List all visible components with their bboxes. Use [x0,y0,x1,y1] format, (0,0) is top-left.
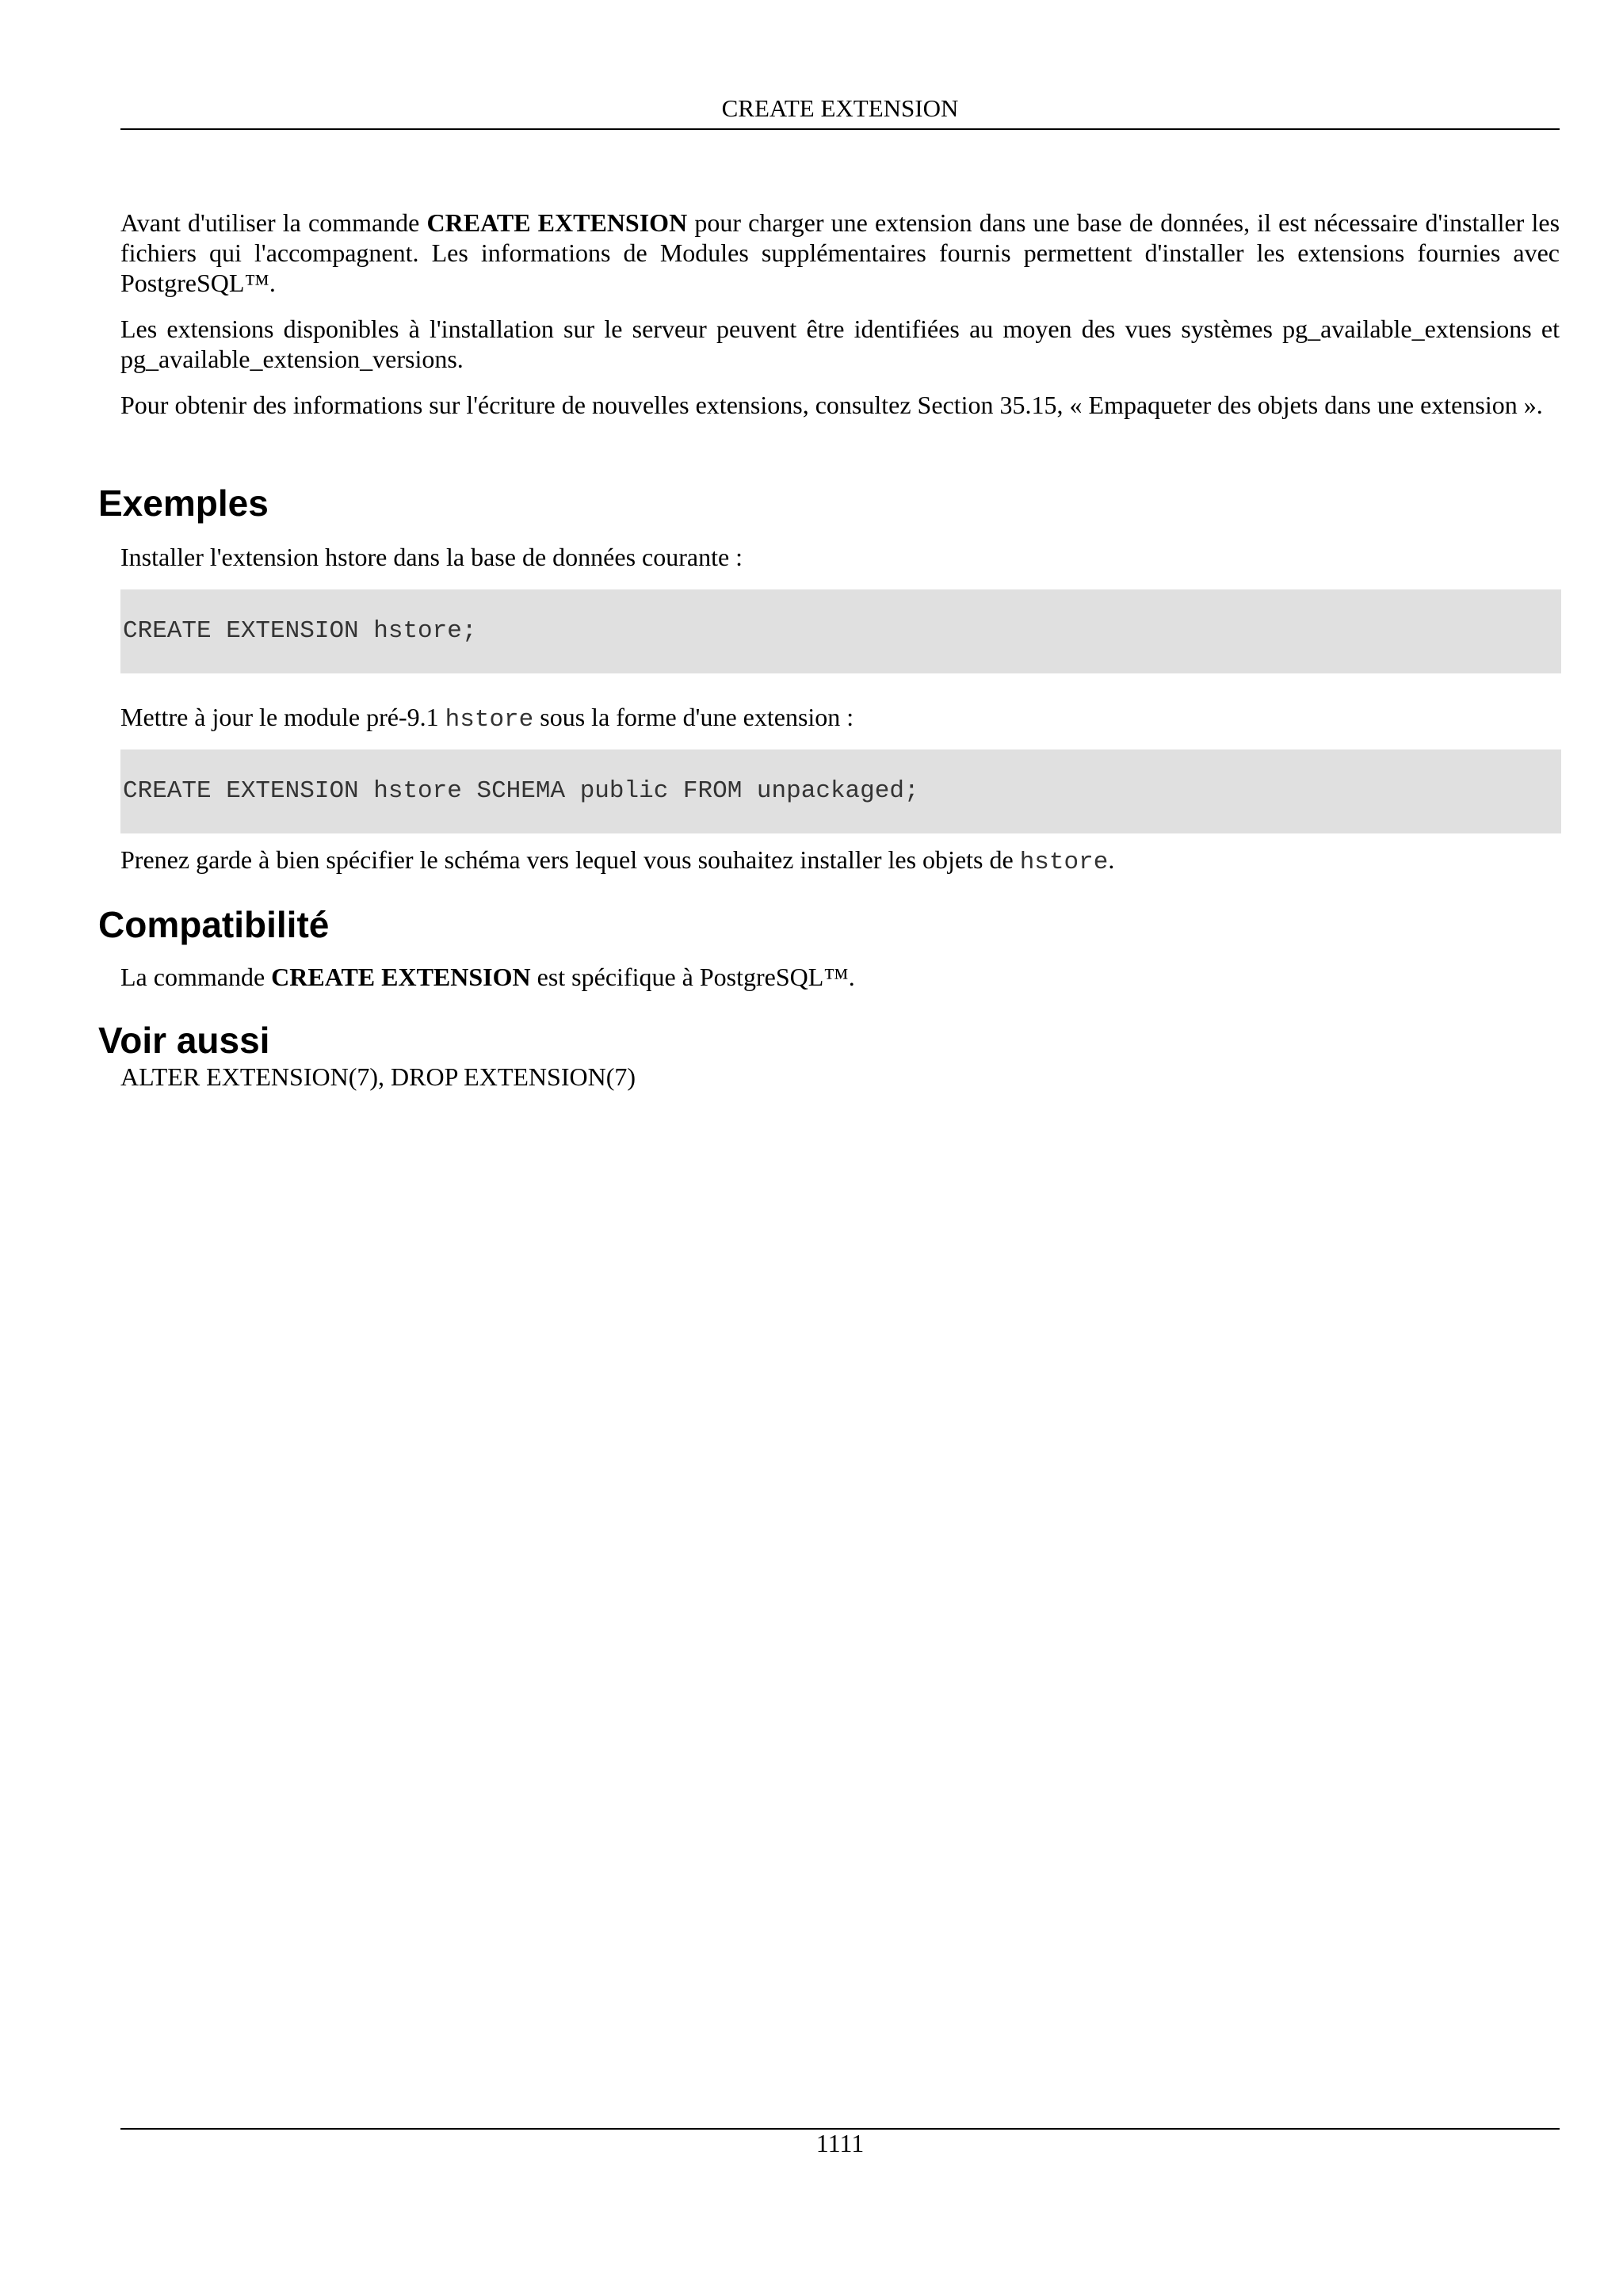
example-2-text-b: sous la forme d'une extension : [533,703,854,731]
command-name: CREATE EXTENSION [426,208,688,237]
inline-code: hstore [1019,849,1109,876]
voir-aussi-links: ALTER EXTENSION(7), DROP EXTENSION(7) [120,1062,636,1091]
section-heading-voir-aussi: Voir aussi [98,1020,270,1061]
compatibilite-text [120,962,1560,992]
page-number: 1111 [815,2129,865,2157]
example-note [120,845,1560,878]
compat-text-b: est spécifique à PostgreSQL™. [530,963,855,991]
code-block-1: CREATE EXTENSION hstore; [120,589,1561,673]
code-block-2: CREATE EXTENSION hstore SCHEMA public FROM unpackaged; [120,749,1561,833]
intro-paragraph-2: Les extensions disponibles à l'installation sur le serveur peuvent être identifiées au moyen des vues systèmes pg_available_extensions et pg_available_extension_versions. [120,315,1560,373]
section-heading-compatibilite: Compatibilité [98,904,330,945]
example-2-text-a: Mettre à jour le module pré-9.1 [120,703,445,731]
running-header: CREATE EXTENSION [721,94,959,122]
example-description-1: Installer l'extension hstore dans la base de données courante : [120,543,743,571]
example-description-2 [120,702,1560,735]
intro-paragraph-3: Pour obtenir des informations sur l'écriture de nouvelles extensions, consultez Section 35.15, « Empaqueter des objets dans une extension ». [120,391,1543,419]
header-rule [120,128,1560,130]
command-name: CREATE EXTENSION [271,963,531,991]
inline-code: hstore [445,706,534,734]
intro-section [120,208,1560,420]
compat-text-a: La commande [120,963,272,991]
intro-p1-text-a: Avant d'utiliser la commande [120,208,427,237]
example-note-text-b: . [1108,845,1115,874]
example-note-text-a: Prenez garde à bien spécifier le schéma vers lequel vous souhaitez installer les objets de [120,845,1020,874]
intro-p1-text-b: pour charger une extension dans une base de données, il est nécessaire d'installer les fichiers qui l'accompagnent. Les informations de Modules supplémentaires fournis permettent d'installer les extensions fournies avec PostgreSQL™. [120,208,1560,297]
intro-paragraph-1 [120,208,1560,298]
section-heading-exemples: Exemples [98,482,269,524]
